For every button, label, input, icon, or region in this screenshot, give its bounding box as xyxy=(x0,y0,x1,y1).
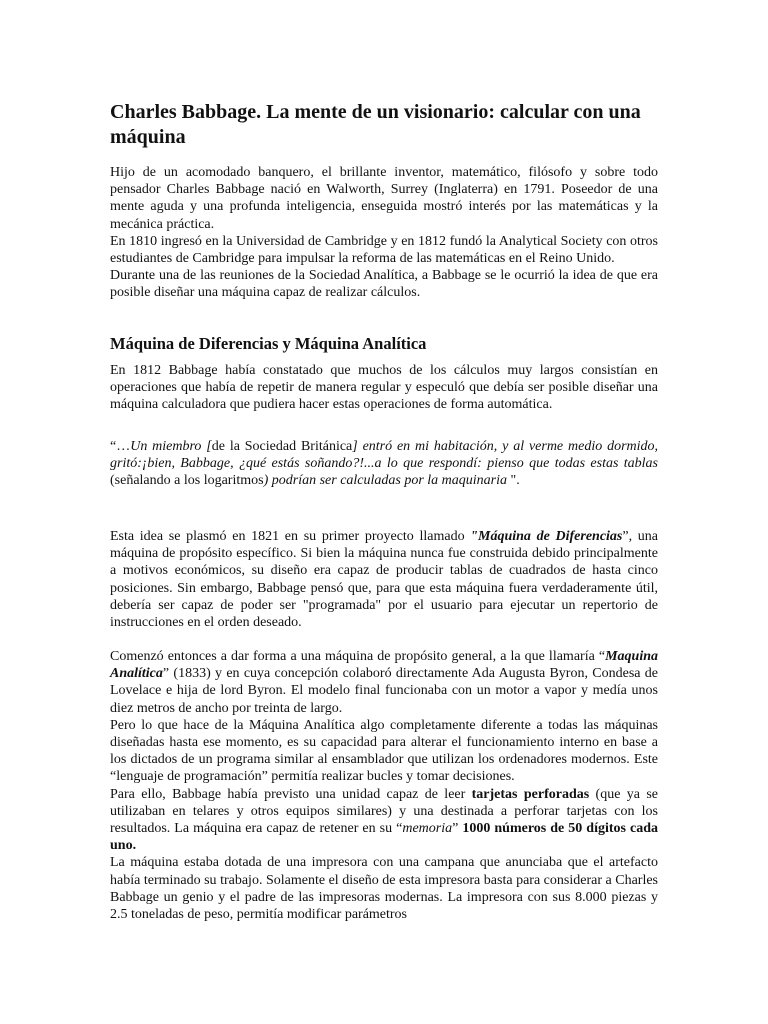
p4-engine-name: Maquina Analítica xyxy=(110,649,658,682)
p6-text-c: (que ya se utilizaban en telares y otros equipos similares) y una destinada a perforar tarjetas con los resultados. La máquina era capaz de retener en su “ xyxy=(110,786,658,837)
section-paragraph-5: Pero lo que hace de la Máquina Analítica algo completamente diferente a todas las máquinas diseñadas hasta ese momento, es su capacidad para alterar el funcionamiento interno en base a los dictados de un programa similar al ensamblador que utilizan los ordenadores modernos. Este “lenguaje de programación” permitía realizar bucles y tomar decisiones. xyxy=(110,717,658,785)
section-paragraph-4 xyxy=(110,648,658,717)
quote-close: ". xyxy=(507,473,520,489)
babbage-quote xyxy=(110,438,658,490)
quote-paragraph xyxy=(110,438,658,490)
analytical-engine-block xyxy=(110,648,658,923)
section-heading: Máquina de Diferencias y Máquina Analítica xyxy=(110,334,427,353)
section-paragraph-1-block xyxy=(110,362,658,414)
difference-engine-block xyxy=(110,528,658,631)
quote-part-a: Un miembro [ xyxy=(130,439,212,454)
section-paragraph-1: En 1812 Babbage había constatado que muchos de los cálculos muy largos consistían en operaciones que había de repetir de manera regular y especuló que debía ser posible diseñar una máquina calculadora que pudiera hacer estas operaciones de forma automática. xyxy=(110,363,658,413)
document-title: Charles Babbage. La mente de un visionario: calcular con una máquina xyxy=(110,101,641,148)
section-paragraph-7: La máquina estaba dotada de una impresora con una campana que anunciaba que el artefacto había terminado su trabajo. Solamente el diseño de esta impresora basta para considerar a Charles Babbage un genio y el padre de las impresoras modernas. La impresora con sus 8.000 piezas y 2.5 toneladas de peso, permitía modificar parámetros xyxy=(110,855,658,923)
p6-memory: memoria xyxy=(402,821,453,837)
p3-text-a: Esta idea se plasmó en 1821 en su primer proyecto llamado xyxy=(110,529,471,544)
p6-capacity: 1000 números de 50 dígitos cada uno. xyxy=(110,821,658,854)
intro-section xyxy=(110,164,658,302)
intro-paragraph-3: Durante una de las reuniones de la Sociedad Analítica, a Babbage se le ocurrió la idea de que era posible diseñar una máquina capaz de realizar cálculos. xyxy=(110,268,658,301)
p4-text-a: Comenzó entonces a dar forma a una máquina de propósito general, a la que llamaría “ xyxy=(110,649,606,664)
p6-text-a: Para ello, Babbage había previsto una unidad capaz de leer xyxy=(110,786,472,802)
section-paragraph-3 xyxy=(110,528,658,631)
quote-part-c: ] entró en mi habitación, y al verme medio dormido, gritó:¡bien, Babbage, ¿qué estás soñando?!...a lo que respondí: pienso que todas estas tablas xyxy=(110,439,659,472)
intro-paragraph-1: Hijo de un acomodado banquero, el brillante inventor, matemático, filósofo y sobre todo pensador Charles Babbage nació en Walworth, Surrey (Inglaterra) en 1791. Poseedor de una mente aguda y una profunda inteligencia, enseguida mostró interés por las matemáticas y la mecánica práctica. xyxy=(110,165,658,232)
p6-punched-cards: tarjetas perforadas xyxy=(471,786,590,802)
quote-part-e: ) podrían ser calculadas por la maquinaria xyxy=(263,473,508,489)
p6-text-e: ” xyxy=(452,821,463,837)
p4-text-c: ” (1833) y en cuya concepción colaboró directamente Ada Augusta Byron, Condesa de Lovelace e hija de lord Byron. El modelo final funcionaba con un motor a vapor y medía unos diez metros de ancho por treinta de largo. xyxy=(110,666,658,716)
quote-open: “… xyxy=(110,439,131,454)
p3-text-c: ”, una máquina de propósito específico. Si bien la máquina nunca fue construida debido principalmente a motivos económicos, su diseño era capaz de producir tablas de cuadrados de hasta cinco posiciones. Sin embargo, Babbage pensó que, para que esta máquina fuera verdaderamente útil, debería ser capaz de poder ser "programada" por el usuario para ejecutar un repertorio de instrucciones en el orden deseado. xyxy=(110,529,658,631)
quote-part-b: de la Sociedad Británica xyxy=(211,439,353,454)
quote-part-d: (señalando a los logaritmos xyxy=(110,473,264,489)
section-paragraph-6 xyxy=(110,786,658,855)
p3-engine-name: "Máquina de Diferencias xyxy=(470,529,623,544)
intro-paragraph-2: En 1810 ingresó en la Universidad de Cambridge y en 1812 fundó la Analytical Society con otros estudiantes de Cambridge para impulsar la reforma de las matemáticas en el Reino Unido. xyxy=(110,233,658,267)
